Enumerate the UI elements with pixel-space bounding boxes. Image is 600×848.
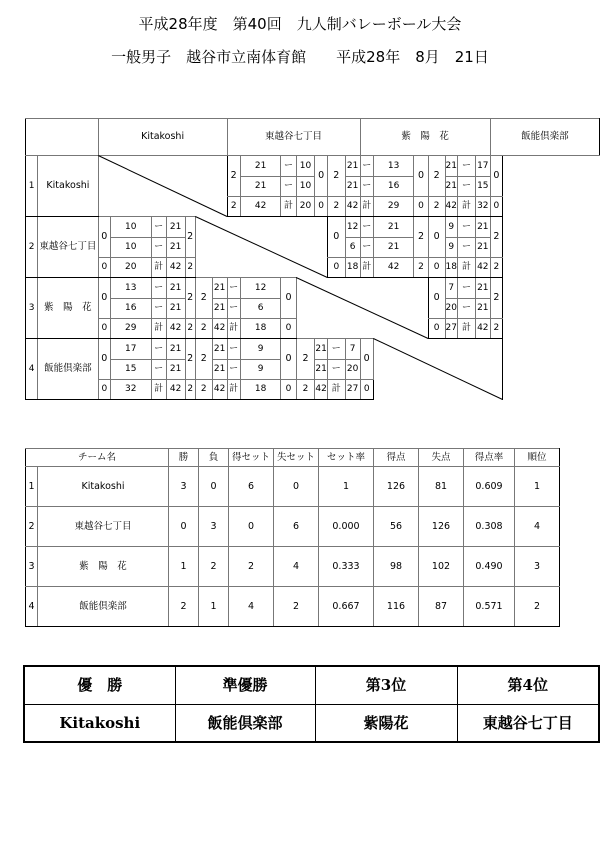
sets-lost: 2 (185, 278, 195, 319)
total-sets-lost: 0 (315, 197, 327, 217)
total-points-own: 42 (315, 380, 327, 400)
score-separator: ー (458, 217, 476, 238)
score-separator: ー (281, 177, 296, 197)
total-sets-lost: 2 (185, 319, 195, 339)
final-rank-team: 紫陽花 (315, 705, 457, 743)
standings-cell: 0.000 (319, 507, 374, 547)
score-separator: ー (458, 278, 476, 299)
standings-header: 失セット (274, 449, 319, 467)
sets-lost: 0 (490, 156, 502, 197)
set-score-opponent: 17 (475, 156, 490, 177)
set-score-own: 21 (445, 156, 457, 177)
sets-lost: 0 (414, 156, 428, 197)
set-score-own: 21 (345, 156, 360, 177)
total-label: 計 (327, 380, 345, 400)
total-sets-won: 0 (428, 258, 445, 278)
set-score-own: 10 (110, 217, 151, 238)
set-score-opponent: 21 (475, 238, 490, 258)
set-score-opponent: 16 (373, 177, 414, 197)
row-team-name: 飯能倶楽部 (38, 339, 99, 400)
total-points-own: 42 (345, 197, 360, 217)
set-score-own: 21 (345, 177, 360, 197)
total-label: 計 (151, 380, 166, 400)
total-sets-won: 2 (428, 197, 445, 217)
total-sets-won: 2 (296, 380, 315, 400)
document-subtitle: 一般男子 越谷市立南体育館 平成28年 8月 21日 (111, 48, 489, 66)
sets-won: 0 (327, 217, 345, 258)
set-score-opponent: 12 (240, 278, 281, 299)
standings-cell: 0 (169, 507, 199, 547)
standings-cell: 0 (199, 467, 229, 507)
total-points-opponent: 32 (475, 197, 490, 217)
set-score-own: 6 (345, 238, 360, 258)
total-points-own: 32 (110, 380, 151, 400)
standings-header: 失点 (419, 449, 464, 467)
set-score-own: 21 (212, 339, 227, 360)
standings-team-name: 紫 陽 花 (38, 547, 169, 587)
set-score-own: 17 (110, 339, 151, 360)
total-sets-lost: 2 (414, 258, 428, 278)
standings-cell: 1 (199, 587, 229, 627)
standings-cell: 2 (169, 587, 199, 627)
total-sets-won: 2 (195, 319, 212, 339)
total-label: 計 (458, 319, 476, 339)
total-label: 計 (360, 197, 373, 217)
total-points-opponent: 18 (240, 380, 281, 400)
standings-cell: 81 (419, 467, 464, 507)
set-score-opponent: 7 (345, 339, 360, 360)
sets-lost: 2 (490, 217, 502, 258)
standings-cell: 3 (26, 547, 38, 587)
set-score-own: 9 (445, 238, 457, 258)
standings-header: 得セット (229, 449, 274, 467)
total-label: 計 (360, 258, 373, 278)
total-points-own: 42 (445, 197, 457, 217)
self-match-empty (195, 217, 327, 278)
total-label: 計 (227, 319, 240, 339)
sets-lost: 0 (281, 339, 296, 380)
sets-won: 0 (98, 339, 110, 380)
set-score-opponent: 21 (475, 299, 490, 319)
score-separator: ー (458, 177, 476, 197)
standings-cell: 2 (229, 547, 274, 587)
set-score-opponent: 21 (373, 217, 414, 238)
total-points-opponent: 29 (373, 197, 414, 217)
final-rank-label: 優 勝 (24, 666, 175, 705)
total-points-opponent: 20 (296, 197, 315, 217)
standings-header: チーム名 (26, 449, 169, 467)
set-score-own: 13 (110, 278, 151, 299)
standings-cell: 0.609 (464, 467, 515, 507)
set-score-own: 21 (240, 156, 281, 177)
score-separator: ー (151, 217, 166, 238)
total-sets-won: 0 (327, 258, 345, 278)
standings-cell: 2 (26, 507, 38, 547)
total-label: 計 (151, 319, 166, 339)
sets-won: 0 (428, 278, 445, 319)
set-score-opponent: 21 (166, 299, 185, 319)
total-sets-won: 2 (195, 380, 212, 400)
set-score-own: 21 (445, 177, 457, 197)
score-separator: ー (281, 156, 296, 177)
standings-cell: 0.490 (464, 547, 515, 587)
sets-won: 2 (327, 156, 345, 197)
standings-cell: 3 (169, 467, 199, 507)
row-team-name: 紫 陽 花 (38, 278, 99, 339)
standings-team-name: Kitakoshi (38, 467, 169, 507)
total-points-opponent: 18 (240, 319, 281, 339)
score-separator: ー (458, 299, 476, 319)
set-score-own: 21 (315, 339, 327, 360)
score-separator: ー (227, 339, 240, 360)
column-team-name: 紫 陽 花 (360, 119, 490, 156)
total-sets-lost: 0 (490, 197, 502, 217)
set-score-opponent: 21 (373, 238, 414, 258)
set-score-opponent: 21 (166, 278, 185, 299)
score-separator: ー (151, 238, 166, 258)
standings-cell: 4 (274, 547, 319, 587)
total-label: 計 (227, 380, 240, 400)
score-separator: ー (360, 156, 373, 177)
total-points-own: 42 (240, 197, 281, 217)
row-number: 3 (26, 278, 38, 339)
row-number: 2 (26, 217, 38, 278)
standings-cell: 126 (419, 507, 464, 547)
set-score-own: 10 (110, 238, 151, 258)
standings-header: 順位 (515, 449, 560, 467)
sets-lost: 2 (414, 217, 428, 258)
set-score-own: 16 (110, 299, 151, 319)
total-points-own: 29 (110, 319, 151, 339)
sets-won: 2 (428, 156, 445, 197)
set-score-opponent: 21 (166, 217, 185, 238)
standings-header: 負 (199, 449, 229, 467)
total-sets-won: 0 (98, 380, 110, 400)
final-rank-label: 第4位 (457, 666, 599, 705)
standings-cell: 4 (26, 587, 38, 627)
standings-cell: 6 (229, 467, 274, 507)
set-score-own: 20 (445, 299, 457, 319)
total-points-opponent: 42 (475, 319, 490, 339)
score-separator: ー (151, 360, 166, 380)
total-points-opponent: 42 (373, 258, 414, 278)
set-score-opponent: 21 (475, 217, 490, 238)
sets-lost: 0 (360, 339, 373, 380)
score-separator: ー (458, 238, 476, 258)
row-number: 1 (26, 156, 38, 217)
set-score-own: 21 (315, 360, 327, 380)
set-score-opponent: 9 (240, 360, 281, 380)
set-score-own: 21 (212, 299, 227, 319)
set-score-opponent: 21 (166, 339, 185, 360)
total-label: 計 (281, 197, 296, 217)
standings-cell: 1 (169, 547, 199, 587)
standings-cell: 0.333 (319, 547, 374, 587)
final-rank-team: 飯能倶楽部 (175, 705, 315, 743)
set-score-opponent: 13 (373, 156, 414, 177)
sets-lost: 0 (281, 278, 296, 319)
final-rank-label: 第3位 (315, 666, 457, 705)
column-team-name: Kitakoshi (98, 119, 227, 156)
score-separator: ー (227, 360, 240, 380)
score-separator: ー (151, 299, 166, 319)
total-points-opponent: 42 (166, 380, 185, 400)
score-separator: ー (151, 278, 166, 299)
row-team-name: 東越谷七丁目 (38, 217, 99, 278)
standings-cell: 2 (515, 587, 560, 627)
standings-cell: 98 (374, 547, 419, 587)
set-score-own: 15 (110, 360, 151, 380)
total-sets-lost: 2 (185, 380, 195, 400)
total-sets-lost: 0 (414, 197, 428, 217)
round-robin-table (25, 118, 600, 400)
standings-cell: 0.308 (464, 507, 515, 547)
standings-cell: 87 (419, 587, 464, 627)
standings-cell: 1 (26, 467, 38, 507)
standings-cell: 1 (515, 467, 560, 507)
total-sets-lost: 0 (281, 380, 296, 400)
column-team-name: 東越谷七丁目 (227, 119, 360, 156)
standings-cell: 0 (274, 467, 319, 507)
total-sets-won: 2 (327, 197, 345, 217)
total-points-own: 18 (345, 258, 360, 278)
total-sets-lost: 2 (490, 258, 502, 278)
standings-cell: 6 (274, 507, 319, 547)
standings-team-name: 飯能倶楽部 (38, 587, 169, 627)
standings-header: セット率 (319, 449, 374, 467)
total-points-opponent: 42 (166, 258, 185, 278)
sets-won: 2 (227, 156, 240, 197)
sets-lost: 2 (490, 278, 502, 319)
total-sets-won: 0 (98, 319, 110, 339)
corner-cell (26, 119, 99, 156)
total-label: 計 (151, 258, 166, 278)
total-points-own: 27 (445, 319, 457, 339)
final-rank-team: 東越谷七丁目 (457, 705, 599, 743)
score-separator: ー (458, 156, 476, 177)
standings-cell: 0.667 (319, 587, 374, 627)
sets-lost: 2 (185, 339, 195, 380)
score-separator: ー (227, 278, 240, 299)
set-score-own: 9 (445, 217, 457, 238)
sets-won: 0 (98, 278, 110, 319)
set-score-opponent: 10 (296, 177, 315, 197)
set-score-opponent: 21 (166, 360, 185, 380)
standings-header: 勝 (169, 449, 199, 467)
set-score-own: 21 (240, 177, 281, 197)
total-sets-lost: 0 (281, 319, 296, 339)
standings-cell: 4 (515, 507, 560, 547)
total-sets-won: 0 (98, 258, 110, 278)
total-sets-won: 2 (227, 197, 240, 217)
standings-cell: 3 (199, 507, 229, 547)
set-score-opponent: 15 (475, 177, 490, 197)
standings-cell: 3 (515, 547, 560, 587)
set-score-own: 21 (212, 360, 227, 380)
standings-header: 得点率 (464, 449, 515, 467)
total-points-opponent: 27 (345, 380, 360, 400)
standings-cell: 2 (274, 587, 319, 627)
column-team-name: 飯能倶楽部 (490, 119, 599, 156)
total-sets-lost: 0 (360, 380, 373, 400)
score-separator: ー (327, 360, 345, 380)
self-match-empty (373, 339, 502, 400)
score-separator: ー (151, 339, 166, 360)
total-points-own: 20 (110, 258, 151, 278)
final-ranking-table (23, 665, 600, 743)
standings-cell: 56 (374, 507, 419, 547)
set-score-own: 12 (345, 217, 360, 238)
sets-won: 2 (195, 339, 212, 380)
standings-cell: 126 (374, 467, 419, 507)
standings-cell: 4 (229, 587, 274, 627)
row-number: 4 (26, 339, 38, 400)
set-score-opponent: 21 (166, 238, 185, 258)
score-separator: ー (360, 217, 373, 238)
standings-cell: 0 (229, 507, 274, 547)
standings-cell: 1 (319, 467, 374, 507)
final-rank-team: Kitakoshi (24, 705, 175, 743)
total-sets-won: 0 (428, 319, 445, 339)
sets-won: 0 (98, 217, 110, 258)
standings-cell: 2 (199, 547, 229, 587)
document-title: 平成28年度 第40回 九人制バレーボール大会 (138, 15, 462, 33)
total-label: 計 (458, 197, 476, 217)
total-label: 計 (458, 258, 476, 278)
set-score-own: 21 (212, 278, 227, 299)
standings-header: 得点 (374, 449, 419, 467)
score-separator: ー (327, 339, 345, 360)
set-score-opponent: 20 (345, 360, 360, 380)
standings-cell: 116 (374, 587, 419, 627)
set-score-opponent: 9 (240, 339, 281, 360)
standings-team-name: 東越谷七丁目 (38, 507, 169, 547)
total-points-own: 42 (212, 319, 227, 339)
total-sets-lost: 2 (490, 319, 502, 339)
total-points-own: 18 (445, 258, 457, 278)
sets-won: 0 (428, 217, 445, 258)
final-rank-label: 準優勝 (175, 666, 315, 705)
sets-won: 2 (195, 278, 212, 319)
set-score-opponent: 6 (240, 299, 281, 319)
set-score-opponent: 21 (475, 278, 490, 299)
set-score-own: 7 (445, 278, 457, 299)
score-separator: ー (360, 177, 373, 197)
score-separator: ー (227, 299, 240, 319)
total-points-opponent: 42 (166, 319, 185, 339)
total-sets-lost: 2 (185, 258, 195, 278)
set-score-opponent: 10 (296, 156, 315, 177)
standings-cell: 0.571 (464, 587, 515, 627)
standings-cell: 102 (419, 547, 464, 587)
total-points-opponent: 42 (475, 258, 490, 278)
row-team-name: Kitakoshi (38, 156, 99, 217)
standings-table (25, 448, 560, 627)
sets-lost: 0 (315, 156, 327, 197)
sets-lost: 2 (185, 217, 195, 258)
sets-won: 2 (296, 339, 315, 380)
self-match-empty (296, 278, 428, 339)
score-separator: ー (360, 238, 373, 258)
self-match-empty (98, 156, 227, 217)
total-points-own: 42 (212, 380, 227, 400)
